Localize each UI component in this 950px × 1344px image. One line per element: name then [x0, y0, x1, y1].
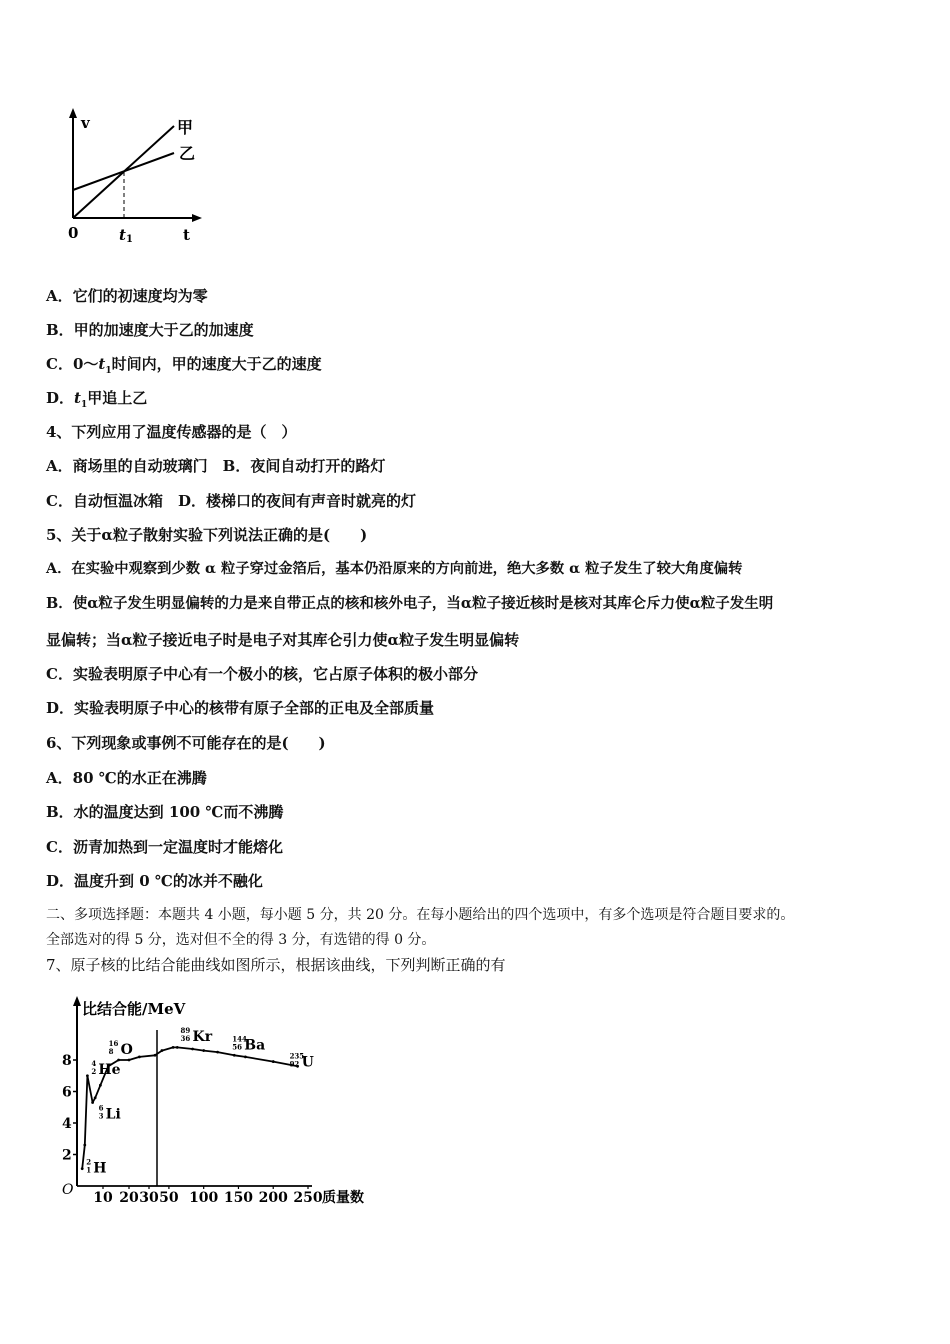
q6-stem: 6、下列现象或事例不可能存在的是( )	[46, 734, 326, 752]
x-tick-label-10: 10	[93, 1190, 113, 1206]
nuclide-mass-li: 6	[98, 1103, 104, 1113]
nuclide-symbol-he: He	[98, 1061, 121, 1078]
data-point-9	[99, 1084, 102, 1087]
nuclide-label-he	[91, 1059, 120, 1078]
nuclide-symbol-li: Li	[105, 1106, 121, 1123]
nuclide-charge-ba: 56	[232, 1042, 243, 1052]
data-point-2	[81, 1167, 84, 1170]
data-point-30	[154, 1054, 157, 1057]
y-tick-label-6: 6	[62, 1084, 72, 1101]
velocity-time-graph	[52, 106, 212, 246]
x-tick-label-30: 30	[139, 1190, 159, 1206]
q6-option-a: A．80 ℃的水正在沸腾	[46, 769, 207, 787]
nuclide-charge-o: 8	[108, 1047, 114, 1056]
nuclide-charge-h: 1	[86, 1165, 92, 1175]
x-tick-label-20: 20	[119, 1190, 139, 1206]
nuclide-symbol-o: O	[120, 1042, 133, 1058]
q6-option-b: B．水的温度达到 100 ℃而不沸腾	[46, 803, 284, 821]
y-tick-label-8: 8	[62, 1053, 72, 1069]
q3-option-c-t: t	[98, 355, 106, 373]
x-tick-label-250: 250	[293, 1190, 323, 1206]
q3-option-d-prefix: D．	[46, 389, 75, 407]
data-point-160	[244, 1055, 247, 1058]
data-point-62	[176, 1046, 179, 1049]
q3-option-d-t: t	[74, 389, 81, 407]
section2-heading-line2: 全部选对的得 5 分，选对但不全的得 3 分，有选错的得 0 分。	[46, 932, 436, 948]
data-point-4	[86, 1074, 89, 1077]
q4-options-cd: C．自动恒温冰箱 D．楼梯口的夜间有声音时就亮的灯	[46, 492, 416, 510]
origin-label: O	[62, 1182, 74, 1198]
x-tick-label-100: 100	[189, 1190, 219, 1206]
nuclide-symbol-h: H	[93, 1160, 107, 1177]
nuclide-symbol-u: U	[301, 1054, 314, 1071]
origin-label: 0	[68, 224, 79, 242]
data-point-56	[172, 1046, 175, 1049]
nuclide-mass-ba: 144	[232, 1034, 247, 1044]
q5-option-b-line1: B．使α粒子发生明显偏转的力是来自带正点的核和核外电子，当α粒子接近核时是核对其库仑斥力使α粒子发生明	[46, 595, 774, 612]
data-point-120	[216, 1051, 219, 1054]
nuclide-mass-he: 4	[91, 1058, 97, 1068]
nuclide-mass-o: 16	[108, 1039, 119, 1048]
q3-option-c-suffix: 时间内，甲的速度大于乙的速度	[111, 355, 322, 373]
y-tick-label-4: 4	[62, 1116, 72, 1132]
q3-option-d-sub: 1	[80, 400, 88, 410]
q5-option-a: A．在实验中观察到少数 α 粒子穿过金箔后，基本仍沿原来的方向前进，绝大多数 α 粒子发生了较大角度偏转	[46, 561, 743, 577]
q3-option-a: A．它们的初速度均为零	[46, 287, 208, 305]
q3-option-b: B．甲的加速度大于乙的加速度	[46, 321, 254, 339]
label-yi: 乙	[179, 144, 196, 163]
binding-energy-chart	[50, 990, 390, 1210]
nuclide-label-o	[109, 1039, 133, 1058]
q4-options-ab: A．商场里的自动玻璃门 B．夜间自动打开的路灯	[46, 457, 386, 475]
nuclide-label-ba	[232, 1034, 265, 1053]
data-point-24	[138, 1055, 141, 1058]
nuclide-mass-u: 235	[289, 1051, 305, 1061]
axis-t-label: t	[183, 226, 190, 244]
v-axis-arrow	[69, 108, 77, 118]
data-point-200	[272, 1060, 275, 1063]
q4-stem: 4、下列应用了温度传感器的是（ ）	[46, 423, 297, 441]
data-point-20	[128, 1059, 131, 1062]
y-axis-label: 比结合能/MeV	[82, 1000, 186, 1018]
label-jia: 甲	[177, 118, 194, 137]
t1-label: t1	[119, 226, 133, 245]
q3-option-d	[46, 388, 147, 415]
y-axis-arrow	[73, 996, 81, 1006]
nuclide-symbol-kr: Kr	[192, 1028, 213, 1045]
nuclide-charge-he: 2	[91, 1066, 97, 1076]
nuclide-charge-li: 3	[98, 1111, 104, 1121]
data-point-6	[91, 1101, 94, 1104]
q5-option-c: C．实验表明原子中心有一个极小的核，它占原子体积的极小部分	[46, 665, 478, 683]
section2-heading-line1: 二、多项选择题：本题共 4 小题，每小题 5 分，共 20 分。在每小题给出的四个选项中，有多个选项是符合题目要求的。	[46, 907, 795, 923]
data-point-40	[161, 1049, 164, 1052]
data-point-3	[83, 1144, 86, 1147]
data-point-7	[94, 1096, 97, 1099]
x-axis-label: 质量数	[322, 1190, 364, 1206]
q7-stem: 7、原子核的比结合能曲线如图所示，根据该曲线，下列判断正确的有	[46, 956, 506, 974]
line-yi	[73, 153, 174, 190]
q6-option-c: C．沥青加热到一定温度时才能熔化	[46, 838, 283, 856]
q3-option-c-prefix: C．0～	[46, 355, 99, 373]
data-point-100	[202, 1049, 205, 1052]
nuclide-label-u	[290, 1051, 314, 1070]
q6-option-d: D．温度升到 0 ℃的冰并不融化	[46, 872, 263, 890]
data-point-84	[191, 1048, 194, 1051]
y-tick-label-2: 2	[62, 1147, 72, 1164]
nuclide-mass-h: 2	[86, 1157, 92, 1167]
axis-v-label: v	[81, 114, 90, 132]
nuclide-charge-kr: 36	[180, 1033, 191, 1043]
nuclide-label-li	[99, 1104, 121, 1123]
q5-option-b-line2: 显偏转；当α粒子接近电子时是电子对其库仑引力使α粒子发生明显偏转	[46, 631, 520, 649]
x-tick-label-50: 50	[159, 1190, 179, 1206]
data-point-144	[233, 1054, 236, 1057]
q3-option-c-sub: 1	[105, 366, 112, 376]
x-tick-label-150: 150	[223, 1190, 254, 1206]
nuclide-charge-u: 92	[289, 1059, 300, 1069]
q5-stem: 5、关于α粒子散射实验下列说法正确的是( )	[46, 526, 368, 544]
nuclide-label-h	[86, 1158, 106, 1177]
x-tick-label-200: 200	[258, 1190, 288, 1206]
q5-option-d: D．实验表明原子中心的核带有原子全部的正电及全部质量	[46, 699, 435, 717]
nuclide-symbol-ba: Ba	[244, 1037, 266, 1054]
t-axis-arrow	[192, 214, 202, 222]
q3-option-c	[46, 354, 322, 381]
nuclide-label-kr	[181, 1026, 213, 1045]
q3-option-d-suffix: 甲追上乙	[87, 389, 148, 407]
nuclide-mass-kr: 89	[180, 1025, 191, 1035]
